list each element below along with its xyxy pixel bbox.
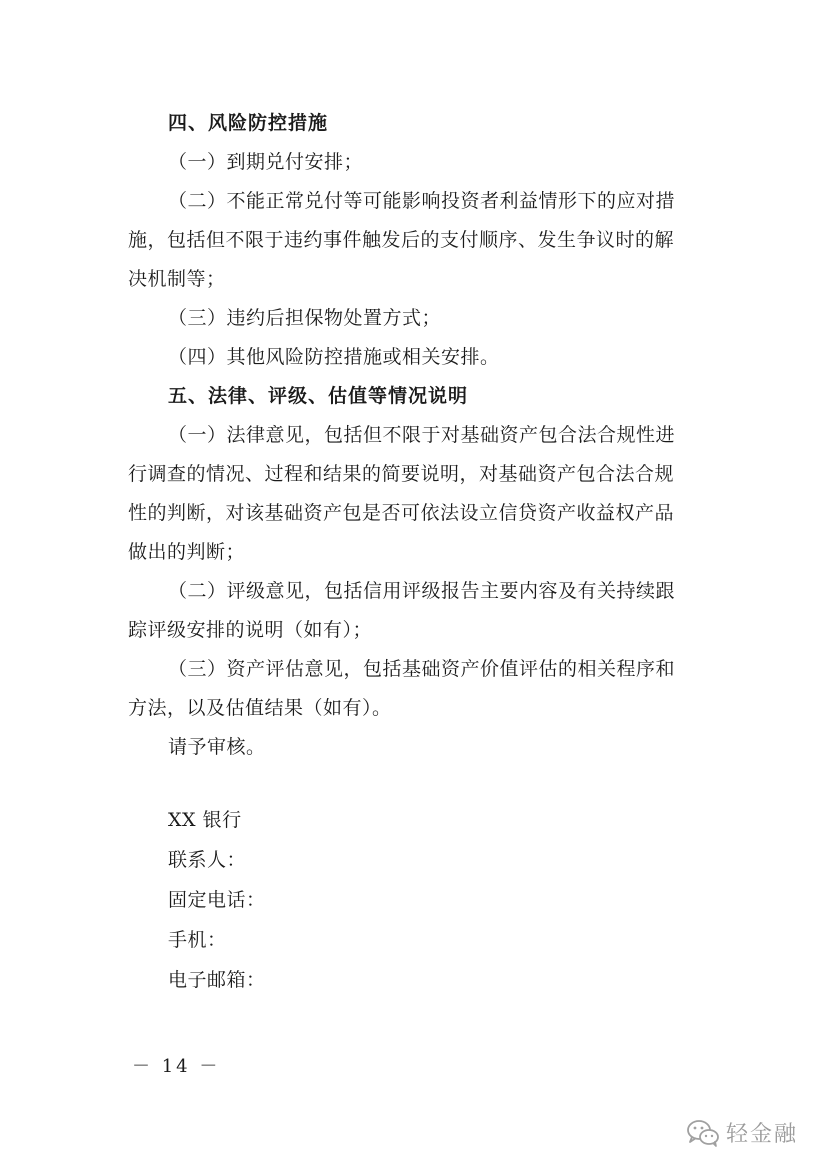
paragraph-line: 方法，以及估值结果（如有）。	[128, 697, 392, 719]
section-heading-legal-rating: 五、法律、评级、估值等情况说明	[168, 385, 469, 407]
paragraph-line: 踪评级安排的说明（如有）；	[128, 619, 373, 641]
paragraph-line: （四）其他风险防控措施或相关安排。	[168, 346, 500, 368]
paragraph-line: （一）法律意见，包括但不限于对基础资产包合法合规性进	[168, 424, 676, 446]
bank-name: XX 银行	[168, 809, 242, 831]
landline-label: 固定电话：	[168, 889, 266, 911]
paragraph-line: （三）违约后担保物处置方式；	[168, 307, 442, 329]
section-heading-risk-control: 四、风险防控措施	[168, 112, 329, 134]
page-number: － 14 －	[132, 1056, 221, 1077]
signature-block	[168, 800, 568, 1000]
watermark-text: 轻金融	[725, 1122, 798, 1147]
watermark	[686, 1117, 798, 1148]
mobile-label: 手机：	[168, 929, 227, 951]
contact-person-label: 联系人：	[168, 849, 247, 871]
closing-request: 请予审核。	[168, 736, 266, 758]
document-body	[128, 104, 708, 767]
paragraph-line: 决机制等；	[128, 268, 226, 290]
paragraph-line: 施，包括但不限于违约事件触发后的支付顺序、发生争议时的解	[128, 229, 675, 251]
paragraph-line: 行调查的情况、过程和结果的简要说明，对基础资产包合法合规	[128, 463, 675, 485]
paragraph-line: 性的判断，对该基础资产包是否可依法设立信贷资产收益权产品	[128, 502, 675, 524]
paragraph-line: 做出的判断；	[128, 541, 246, 563]
wechat-icon	[686, 1119, 720, 1147]
paragraph-line: （二）不能正常兑付等可能影响投资者利益情形下的应对措	[168, 190, 676, 212]
email-label: 电子邮箱：	[168, 969, 266, 991]
paragraph-line: （一）到期兑付安排；	[168, 151, 364, 173]
paragraph-line: （二）评级意见，包括信用评级报告主要内容及有关持续跟	[168, 580, 676, 602]
paragraph-line: （三）资产评估意见，包括基础资产价值评估的相关程序和	[168, 658, 676, 680]
